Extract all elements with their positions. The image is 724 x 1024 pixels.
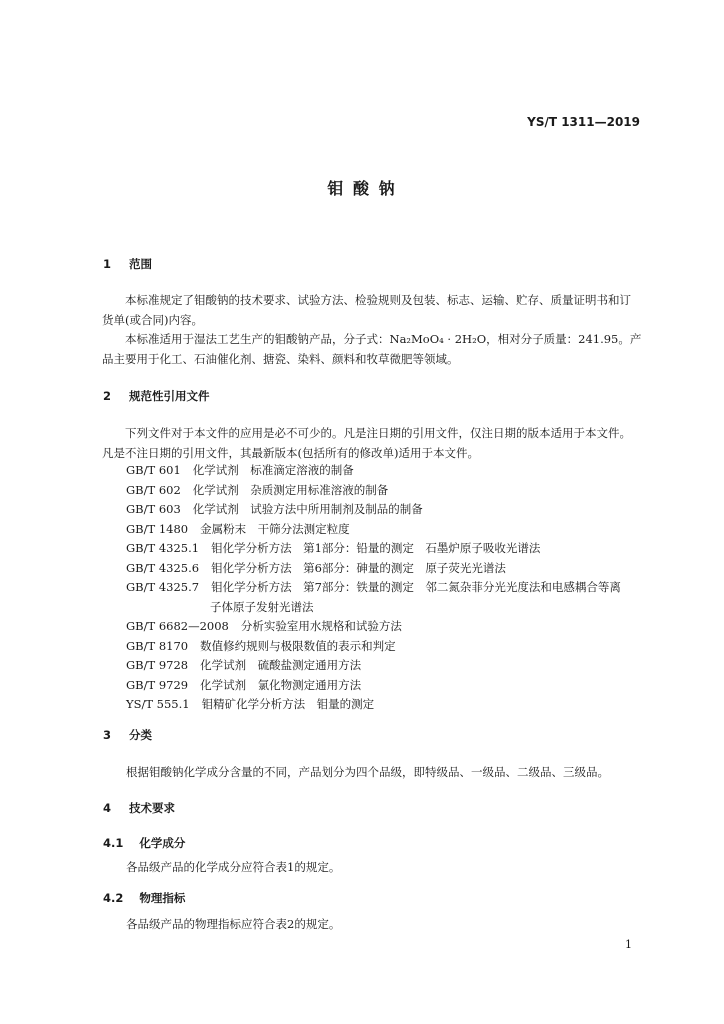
reference-code: GB/T 602: [126, 482, 181, 497]
reference-title: 金属粉末 干筛分法测定粒度: [200, 521, 350, 536]
reference-code: YS/T 555.1: [126, 697, 190, 711]
section-title: 分类: [129, 728, 153, 742]
para-text: ，相对分子质量：241.95。产品主要用于化工、石油催化剂、搪瓷、染料、颜料和牧草微肥等领域。: [102, 332, 642, 366]
section-number: 4: [103, 801, 112, 815]
reference-title: 数值修约规则与极限数值的表示和判定: [200, 638, 396, 653]
reference-title: 化学试剂 试验方法中所用制剂及制品的制备: [192, 502, 423, 516]
section-4-1-paragraph: 各品级产品的化学成分应符合表1的规定。: [126, 860, 341, 874]
reference-code: GB/T 4325.1: [126, 541, 200, 555]
reference-code: GB/T 1480: [126, 521, 189, 536]
subsection-number: 4.1: [103, 836, 124, 850]
reference-title-continuation: 子体原子发射光谱法: [210, 599, 314, 614]
section-title: 规范性引用文件: [129, 389, 210, 403]
reference-item: [126, 579, 621, 595]
reference-item: [126, 618, 402, 634]
section-4-2-paragraph: 各品级产品的物理指标应符合表2的规定。: [126, 917, 341, 931]
document-title: 钼 酸 钠: [327, 179, 397, 198]
reference-item: [126, 657, 361, 673]
subsection-title: 物理指标: [139, 891, 186, 905]
section-4-1-heading: [103, 835, 185, 851]
section-4-heading: [103, 800, 175, 816]
reference-item: [126, 482, 388, 498]
para-text: 本标准适用于湿法工艺生产的钼酸钠产品，分子式：: [125, 332, 390, 346]
section-2-intro: 下列文件对于本文件的应用是必不可少的。凡是注日期的引用文件，仅注日期的版本适用于本文件。凡是不注日期的引用文件，其最新版本(包括所有的修改单)适用于本文件。: [102, 426, 631, 460]
reference-code: GB/T 601: [126, 463, 181, 477]
section-title: 范围: [129, 257, 153, 271]
reference-item: [126, 677, 361, 693]
section-1-heading: [103, 256, 152, 272]
section-3-heading: [103, 727, 152, 743]
standard-number: YS/T 1311—2019: [527, 115, 640, 129]
section-1-paragraph-1: 本标准规定了钼酸钠的技术要求、试验方法、检验规则及包装、标志、运输、贮存、质量证明书和订货单(或合同)内容。: [102, 293, 631, 327]
reference-code: GB/T 6682—2008: [126, 619, 229, 633]
reference-code: GB/T 8170: [126, 638, 189, 653]
molecular-formula: Na₂MoO₄ · 2H₂O: [389, 332, 487, 346]
section-number: 2: [103, 389, 112, 403]
reference-item: [126, 560, 506, 576]
reference-code: GB/T 9728: [126, 658, 189, 672]
reference-title: 化学试剂 氯化物测定通用方法: [200, 677, 362, 692]
reference-item: [126, 540, 540, 556]
reference-title: 分析实验室用水规格和试验方法: [240, 619, 402, 633]
section-number: 3: [103, 728, 112, 742]
reference-item: [126, 501, 423, 517]
section-4-2-heading: [103, 890, 185, 906]
reference-item: [126, 696, 374, 712]
section-3-paragraph: 根据钼酸钠化学成分含量的不同，产品划分为四个品级，即特级品、一级品、二级品、三级品。: [126, 765, 609, 779]
reference-title: 化学试剂 杂质测定用标准溶液的制备: [192, 482, 389, 497]
reference-code: GB/T 9729: [126, 677, 189, 692]
section-title: 技术要求: [129, 801, 176, 815]
reference-code: GB/T 4325.6: [126, 560, 200, 575]
reference-title: 钼化学分析方法 第6部分：砷量的测定 原子荧光光谱法: [211, 560, 506, 575]
reference-code: GB/T 603: [126, 502, 181, 516]
reference-item: [126, 638, 396, 654]
reference-title: 钼精矿化学分析方法 钼量的测定: [201, 697, 375, 711]
page-number: 1: [625, 938, 632, 951]
reference-title: 钼化学分析方法 第1部分：铅量的测定 石墨炉原子吸收光谱法: [211, 541, 541, 555]
reference-item: [126, 521, 350, 537]
reference-title: 钼化学分析方法 第7部分：铁量的测定 邻二氮杂菲分光光度法和电感耦合等离: [211, 580, 621, 594]
section-2-heading: [103, 388, 210, 404]
reference-title: 化学试剂 标准滴定溶液的制备: [192, 463, 354, 477]
section-number: 1: [103, 257, 112, 271]
reference-title: 化学试剂 硫酸盐测定通用方法: [200, 658, 362, 672]
subsection-number: 4.2: [103, 891, 124, 905]
reference-code: GB/T 4325.7: [126, 580, 200, 594]
subsection-title: 化学成分: [139, 836, 186, 850]
reference-item: [126, 462, 354, 478]
section-1-paragraph-2: [102, 330, 642, 369]
